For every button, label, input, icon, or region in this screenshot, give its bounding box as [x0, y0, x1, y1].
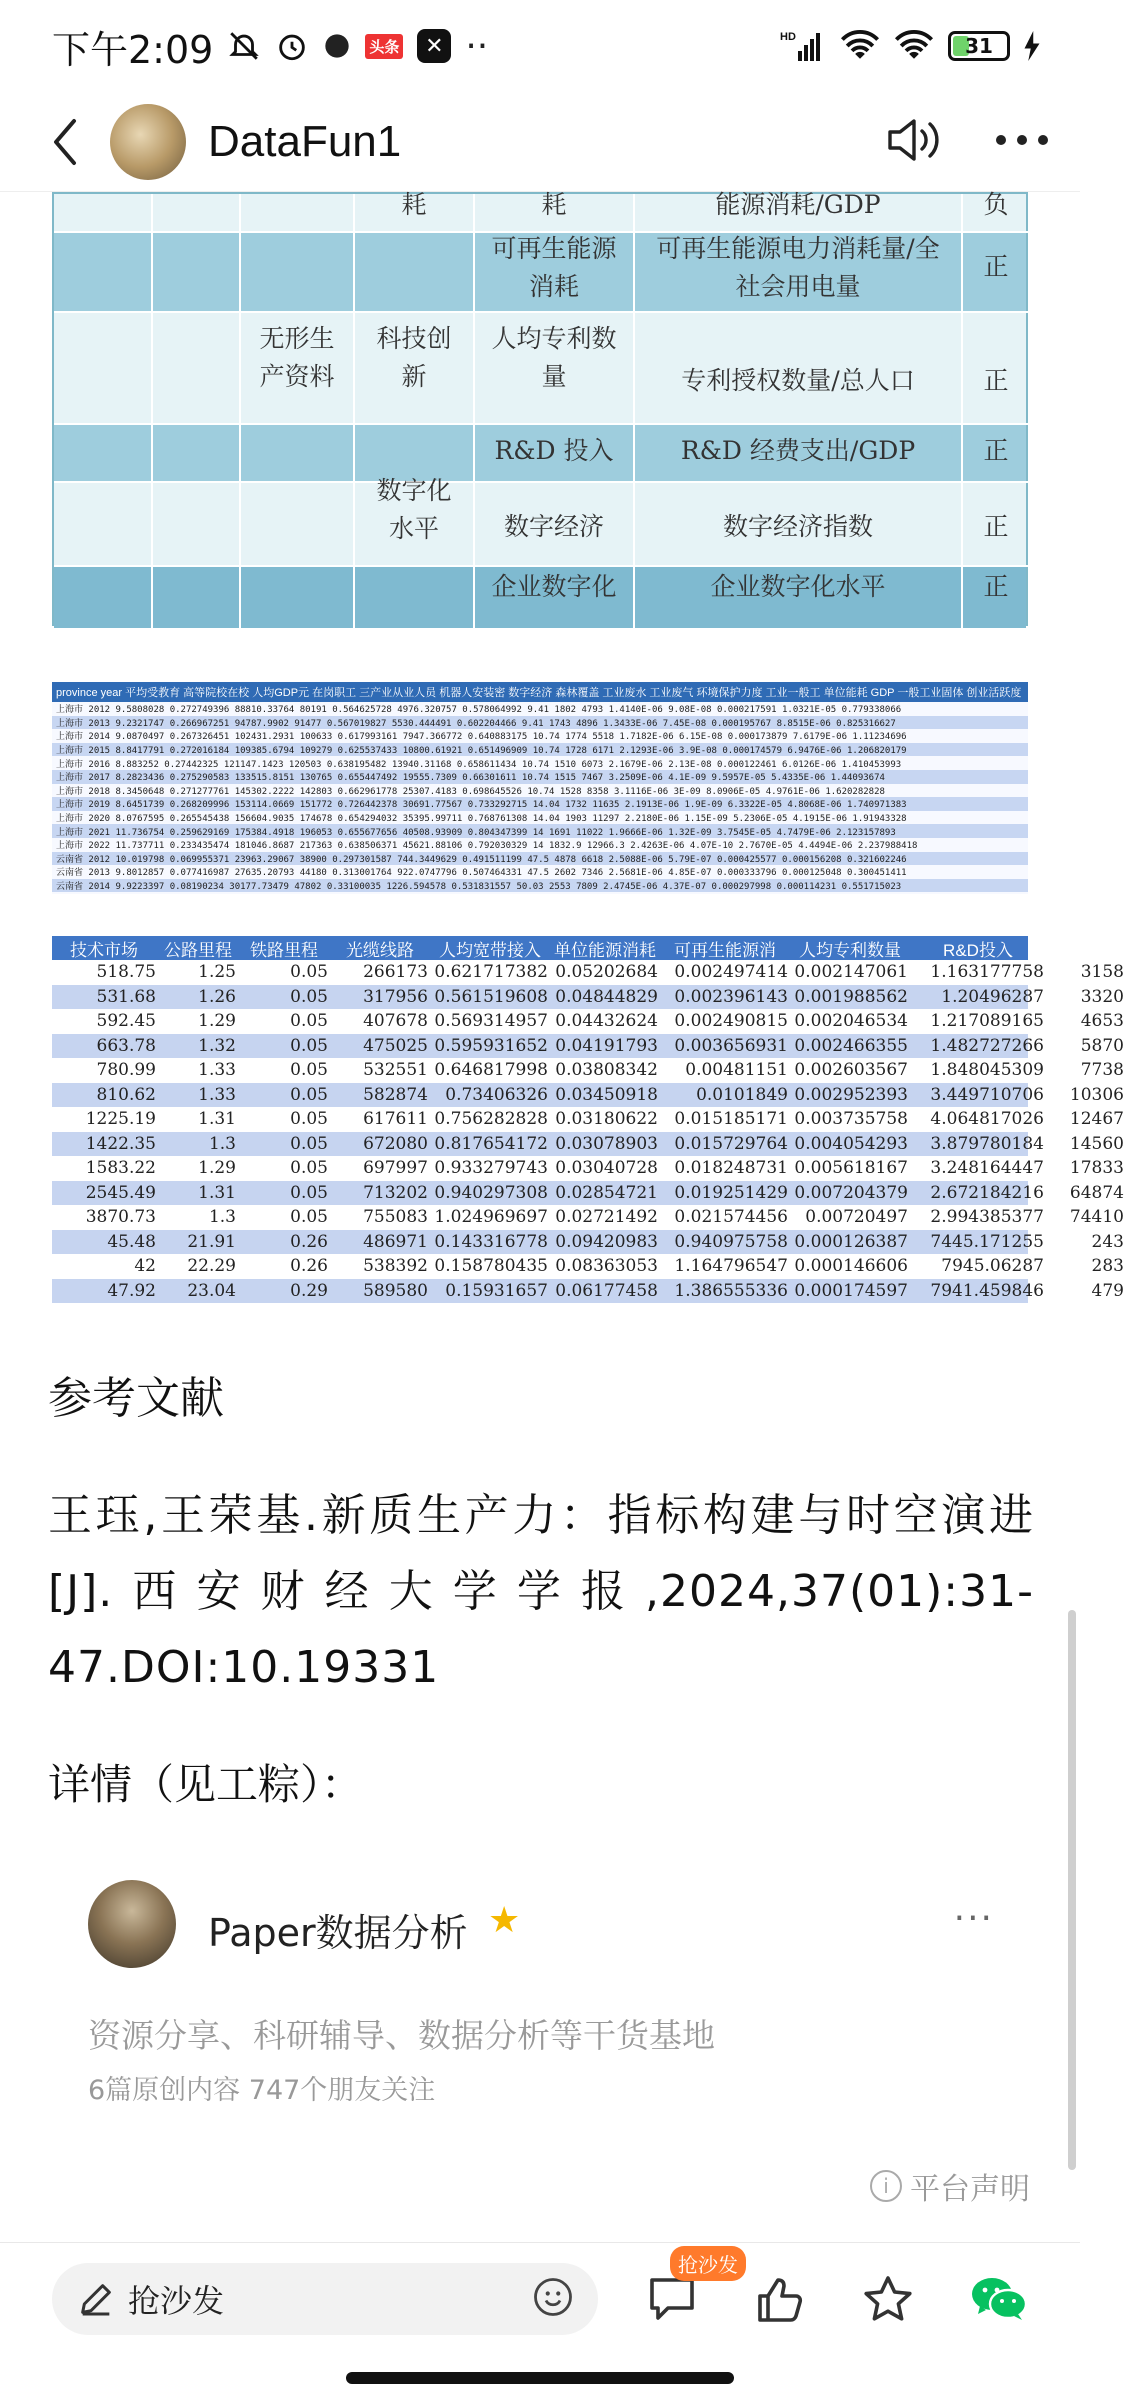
status-more: ··: [465, 25, 489, 67]
pt-cell: 正: [983, 366, 1009, 395]
star-badge-icon: ★: [488, 1900, 521, 1941]
pt-cell: 数字经济: [503, 512, 604, 541]
calc-cell: 0.05: [290, 962, 328, 983]
calc-cell: 1.3: [208, 1207, 236, 1228]
calc-cell: 0.004054293: [794, 1133, 908, 1154]
calc-cell: 1.33: [198, 1060, 236, 1081]
calc-cell: 810.62: [96, 1084, 156, 1105]
calc-cell: 0.73406326: [445, 1084, 548, 1105]
audio-button[interactable]: [886, 115, 944, 169]
raw-table-row: 上海市 2013 9.2321747 0.266967251 94787.9902 91477 0.567019827 5530.444491 0.602204466 9.41 1743 4896 1.3433E-06 7.45E-08 0.000195767 8.8515E-06 0.825316627: [52, 716, 1028, 730]
pt-cell: 企业数字化: [491, 572, 617, 601]
calc-table-row: [52, 1205, 1124, 1230]
bottom-action-bar: [0, 2242, 1080, 2354]
calc-cell: 3.248164447: [930, 1158, 1044, 1179]
calc-cell: 0.08363053: [555, 1256, 658, 1277]
calc-header-cell: 人均宽带接入: [439, 940, 541, 960]
calc-cell: 0.002490815: [674, 1011, 788, 1032]
calc-header-cell: 可再生能源消: [674, 940, 776, 960]
calc-cell: 0.04191793: [555, 1035, 658, 1056]
detail-text: 详情（见工粽）：: [48, 1760, 364, 1809]
pt-cell: 负: [983, 190, 1009, 219]
calc-cell: 243: [1091, 1231, 1124, 1252]
calc-cell: 1.33: [198, 1084, 236, 1105]
calc-cell: 0.015729764: [674, 1133, 788, 1154]
calc-cell: 672080: [363, 1133, 428, 1154]
svg-text:HD: HD: [780, 31, 796, 43]
calc-cell: 0.05: [290, 1035, 328, 1056]
calc-cell: 0.002497414: [674, 962, 788, 983]
calc-cell: 1.164796547: [674, 1256, 788, 1277]
platform-statement-link[interactable]: [870, 2164, 1030, 2208]
raw-table-row: 云南省 2012 10.019798 0.069955371 23963.29067 38900 0.297301587 744.3449629 0.491511199 47.5 4878 6618 2.5088E-06 5.79E-07 0.000425577 0.000156208 0.321602246: [52, 852, 1028, 866]
calculated-table-image: [52, 936, 1124, 1306]
calc-cell: 1.20496287: [941, 986, 1044, 1007]
capcut-icon: ✕: [417, 29, 451, 63]
scrollbar[interactable]: [1068, 1610, 1076, 2170]
calc-cell: 531.68: [96, 986, 156, 1007]
calc-cell: 0.018248731: [674, 1158, 788, 1179]
pt-cell: 专利授权数量/总人口: [681, 366, 915, 395]
status-bar: [0, 0, 1080, 92]
calc-header-cell: 技术市场: [70, 940, 138, 960]
raw-table-row: 上海市 2012 9.5808028 0.272749396 88810.33764 80191 0.564625728 4976.320757 0.578064992 9.41 1802 4793 1.4140E-06 9.08E-08 0.000217591 1.0321E-05 0.779338066: [56, 705, 902, 716]
calc-cell: 532551: [363, 1060, 428, 1081]
account-avatar[interactable]: [110, 104, 186, 180]
calc-cell: 14560: [1069, 1133, 1124, 1154]
calc-cell: 0.569314957: [434, 1011, 548, 1032]
raw-table-row: 上海市 2017 8.2823436 0.275290583 133515.8151 130765 0.655447492 19555.7309 0.66301611 10.74 1515 7467 3.2509E-06 4.1E-09 9.5957E-05 5.4335E-06 1.44093674: [52, 770, 1028, 784]
calc-cell: 0.000174597: [794, 1280, 908, 1301]
status-right: [780, 29, 1040, 63]
calc-table-row: [52, 1009, 1124, 1034]
raw-table-row: 上海市 2019 8.6451739 0.268209996 153114.0669 151772 0.726442378 30691.77567 0.733292715 14.04 1732 11635 2.1913E-06 1.9E-09 6.3322E-05 4.8068E-06 1.740971383: [52, 797, 1028, 811]
header-actions: [886, 115, 1050, 169]
comment-input[interactable]: [52, 2263, 598, 2335]
calc-cell: 0.00720497: [805, 1207, 908, 1228]
calc-table-row: [52, 1058, 1124, 1083]
calc-cell: 10306: [1069, 1084, 1124, 1105]
calc-cell: 1.25: [198, 962, 236, 983]
account-name[interactable]: Paper数据分析: [208, 1911, 468, 1955]
favorite-button[interactable]: [862, 2274, 914, 2324]
calc-header-cell: 单位能源消耗: [554, 940, 656, 960]
calc-cell: 0.015185171: [674, 1109, 788, 1130]
calc-cell: 0.05: [290, 1158, 328, 1179]
calc-cell: 0.29: [290, 1280, 328, 1301]
calc-table-body: [52, 960, 1124, 1303]
calc-cell: 7945.06287: [941, 1256, 1044, 1277]
calc-cell: 0.0101849: [696, 1084, 788, 1105]
calc-cell: 42: [134, 1256, 156, 1277]
calc-cell: 755083: [363, 1207, 428, 1228]
pt-cell: 数字化 水平: [376, 476, 452, 543]
calc-cell: 0.26: [290, 1256, 328, 1277]
status-time: 下午2:09: [52, 27, 214, 72]
calc-cell: 0.05202684: [555, 962, 658, 983]
pt-cell: 人均专利数 量: [491, 324, 617, 391]
pt-cell: 能源消耗/GDP: [715, 190, 881, 219]
calc-cell: 0.03808342: [555, 1060, 658, 1081]
pt-cell: R&D 经费支出/GDP: [680, 436, 916, 465]
calc-cell: 0.00481151: [685, 1060, 788, 1081]
calc-cell: 1.848045309: [930, 1060, 1044, 1081]
calc-header-cell: 铁路里程: [250, 940, 318, 960]
calc-cell: 1422.35: [85, 1133, 156, 1154]
emoji-icon: [532, 2276, 574, 2318]
calc-cell: 617611: [363, 1109, 428, 1130]
calc-cell: 0.000126387: [794, 1231, 908, 1252]
sofa-badge: 抢沙发: [670, 2246, 746, 2281]
calc-cell: 0.002466355: [794, 1035, 908, 1056]
calc-cell: 0.817654172: [434, 1133, 548, 1154]
calc-cell: 0.09420983: [555, 1231, 658, 1252]
calc-table-row: [52, 1083, 1124, 1108]
calc-table-row: [52, 1254, 1124, 1279]
battery-level: 31: [965, 34, 993, 58]
calc-cell: 3.879780184: [930, 1133, 1044, 1154]
calc-cell: 1.29: [198, 1011, 236, 1032]
platform-statement-label: 平台声明: [910, 2172, 1030, 2207]
raw-table-body: [52, 702, 1028, 892]
calc-cell: 0.003656931: [674, 1035, 788, 1056]
calc-cell: 0.02854721: [555, 1182, 658, 1203]
calc-cell: 0.005618167: [794, 1158, 908, 1179]
calc-cell: 7941.459846: [930, 1280, 1044, 1301]
battery-icon: [948, 31, 1010, 61]
status-left: [52, 19, 488, 74]
raw-table-row: 云南省 2013 9.8012857 0.077416987 27635.20793 44180 0.313001764 922.0747796 0.507464331 47.5 2602 7346 2.5681E-06 4.85E-07 0.000333796 0.000125048 0.300451411: [56, 868, 907, 879]
calc-cell: 0.05: [290, 986, 328, 1007]
raw-table-row: 上海市 2018 8.3450648 0.271277761 145302.2222 142803 0.662961778 25307.4183 0.698645526 10.74 1528 8358 3.1116E-06 3E-09 8.0906E-05 4.9761E-06 1.620282828: [56, 786, 885, 797]
indicator-table-image: [52, 192, 1028, 626]
calc-cell: 0.646817998: [434, 1060, 548, 1081]
back-icon: [50, 117, 80, 167]
calc-cell: 5870: [1080, 1035, 1124, 1056]
calc-cell: 0.621717382: [434, 962, 548, 983]
calc-cell: 74410: [1069, 1207, 1124, 1228]
calc-cell: 3.449710706: [930, 1084, 1044, 1105]
raw-table-header: province year 平均受教育 高等院校在校 人均GDP元 在岗职工 三产业从业人员 机器人安装密 数字经济 森林覆盖 工业废水 工业废气 环境保护力度 工业一般工 单位能耗 GDP 一般工业固体 创业活跃度: [52, 682, 1028, 702]
calc-table-row: [52, 1034, 1124, 1059]
calc-table-row: [52, 1156, 1124, 1181]
wechat-icon: [970, 2274, 1028, 2324]
calc-cell: 0.143316778: [434, 1231, 548, 1252]
pt-cell: 耗: [401, 190, 427, 219]
calc-cell: 1.26: [198, 986, 236, 1007]
raw-table-row: 上海市 2022 11.737711 0.233435474 181046.8687 217363 0.638506371 45621.88106 0.792030329 14 1832.9 12966.3 2.4263E-06 4.07E-10 2.7670E-05 4.4494E-06 2.237988418: [56, 841, 918, 852]
raw-data-table-image: [52, 682, 1028, 894]
pt-cell: 耗: [541, 190, 567, 219]
calc-cell: 589580: [363, 1280, 428, 1301]
references-heading: 参考文献: [48, 1373, 224, 1424]
calc-cell: 0.001988562: [794, 986, 908, 1007]
emoji-button[interactable]: [532, 2276, 574, 2322]
calc-cell: 780.99: [96, 1060, 156, 1081]
pt-cell: 企业数字化水平: [710, 572, 886, 601]
calc-cell: 0.002396143: [674, 986, 788, 1007]
more-icon: [994, 133, 1050, 147]
back-button[interactable]: [30, 102, 100, 182]
calc-cell: 1.32: [198, 1035, 236, 1056]
calc-table-row: [52, 985, 1124, 1010]
pt-cell: 无形生 产资料: [259, 324, 335, 391]
calc-cell: 475025: [363, 1035, 428, 1056]
card-more-button[interactable]: ···: [953, 1898, 994, 1939]
raw-table-row: 上海市 2020 8.0767595 0.265545438 156604.9035 174678 0.654294032 35395.99711 0.768761308 14.04 1903 11297 2.2180E-06 1.15E-09 5.2306E-05 4.1915E-06 1.91943328: [56, 814, 907, 825]
calc-table-row: [52, 1107, 1124, 1132]
calc-cell: 0.05: [290, 1084, 328, 1105]
calc-cell: 0.940297308: [434, 1182, 548, 1203]
home-indicator[interactable]: [346, 2372, 734, 2384]
calc-cell: 45.48: [107, 1231, 156, 1252]
calc-cell: 2.672184216: [930, 1182, 1044, 1203]
calc-cell: 0.940975758: [674, 1231, 788, 1252]
raw-table-row: 云南省 2014 9.9223397 0.08190234 30177.73479 47802 0.33100035 1226.594578 0.531831557 50.03 2553 7809 2.4745E-06 4.37E-07 0.000297998 0.000114231 0.551715023: [52, 879, 1028, 893]
calc-cell: 12467: [1069, 1109, 1124, 1130]
calc-cell: 1.31: [198, 1182, 236, 1203]
calc-cell: 1.163177758: [930, 962, 1044, 983]
comment-button[interactable]: [646, 2252, 738, 2324]
calc-header-cell: 公路里程: [164, 940, 232, 960]
calc-cell: 0.05: [290, 1133, 328, 1154]
calc-cell: 2545.49: [85, 1182, 156, 1203]
calc-cell: 0.03450918: [555, 1084, 658, 1105]
calc-cell: 0.15931657: [445, 1280, 548, 1301]
calc-cell: 0.019251429: [674, 1182, 788, 1203]
account-card-avatar[interactable]: [88, 1880, 176, 1968]
account-description: 资源分享、科研辅导、数据分析等干货基地: [88, 2016, 715, 2055]
action-icons: [646, 2252, 1028, 2324]
calc-cell: 592.45: [96, 1011, 156, 1032]
calc-cell: 0.007204379: [794, 1182, 908, 1203]
more-button[interactable]: [994, 132, 1050, 151]
calc-header-cell: 光缆线路: [346, 940, 414, 960]
calc-cell: 3158: [1080, 962, 1124, 983]
pen-icon: [76, 2279, 116, 2319]
calc-cell: 1.024969697: [434, 1207, 548, 1228]
calc-cell: 47.92: [107, 1280, 156, 1301]
calc-cell: 22.29: [187, 1256, 236, 1277]
calc-cell: 0.002147061: [794, 962, 908, 983]
calc-cell: 3320: [1080, 986, 1124, 1007]
calc-cell: 2.994385377: [930, 1207, 1044, 1228]
info-icon: i: [870, 2170, 902, 2202]
calc-cell: 486971: [363, 1231, 428, 1252]
calc-cell: 0.05: [290, 1109, 328, 1130]
raw-table-row: 上海市 2014 9.0870497 0.267326451 102431.2931 100633 0.617993161 7947.366772 0.640883175 10.74 1774 5518 1.7182E-06 6.15E-08 0.000173879 7.6179E-06 1.11234696: [56, 732, 907, 743]
calc-cell: 1.482727266: [930, 1035, 1044, 1056]
app-header: [0, 92, 1080, 192]
calc-header-cell: 企业数字: [1052, 940, 1120, 960]
pt-cell: 正: [983, 436, 1009, 465]
raw-table-row: 上海市 2015 8.8417791 0.272016184 109385.6794 109279 0.625537433 10800.61921 0.651496909 10.74 1728 6171 2.1293E-06 3.9E-08 0.000174579 6.9476E-06 1.206820179: [52, 743, 1028, 757]
calc-cell: 266173: [363, 962, 428, 983]
calc-cell: 0.595931652: [434, 1035, 548, 1056]
calc-cell: 0.03040728: [555, 1158, 658, 1179]
calc-cell: 0.03078903: [555, 1133, 658, 1154]
wifi-icon-2: [894, 30, 934, 62]
calc-table-row: [52, 1132, 1124, 1157]
calc-cell: 0.05: [290, 1011, 328, 1032]
calc-cell: 0.002603567: [794, 1060, 908, 1081]
calc-cell: 7445.171255: [930, 1231, 1044, 1252]
calc-cell: 0.03180622: [555, 1109, 658, 1130]
calc-table-row: [52, 960, 1124, 985]
calc-cell: 0.06177458: [555, 1280, 658, 1301]
like-icon: [754, 2274, 806, 2324]
calc-cell: 0.05: [290, 1060, 328, 1081]
calc-cell: 0.000146606: [794, 1256, 908, 1277]
pt-cell: 正: [983, 512, 1009, 541]
pt-cell: 正: [983, 572, 1009, 601]
calc-header-cell: 人均专利数量: [799, 940, 901, 960]
calc-cell: 0.002046534: [794, 1011, 908, 1032]
calc-cell: 0.04432624: [555, 1011, 658, 1032]
header-title[interactable]: DataFun1: [208, 116, 402, 166]
calc-cell: 0.158780435: [434, 1256, 548, 1277]
raw-table-row: 上海市 2016 8.883252 0.27442325 121147.1423 120503 0.638195482 13940.31168 0.658611434 10.74 1510 6073 2.1679E-06 2.13E-08 0.000122461 6.0126E-06 1.410453993: [56, 759, 902, 770]
calc-cell: 0.26: [290, 1231, 328, 1252]
calc-cell: 1.31: [198, 1109, 236, 1130]
pt-cell: 科技创 新: [376, 324, 452, 391]
speaker-icon: [886, 115, 944, 165]
calc-table-row: [52, 1181, 1124, 1206]
calc-cell: 0.561519608: [434, 986, 548, 1007]
calc-cell: 21.91: [187, 1231, 236, 1252]
pt-cell: 数字经济指数: [722, 512, 873, 541]
calc-cell: 697997: [363, 1158, 428, 1179]
calc-cell: 0.002952393: [794, 1084, 908, 1105]
calc-header-cell: R&D投入: [943, 940, 1013, 960]
calc-cell: 17833: [1069, 1158, 1124, 1179]
calc-cell: 0.05: [290, 1207, 328, 1228]
pt-cell: 正: [983, 252, 1009, 281]
calc-table-row: [52, 1279, 1124, 1304]
account-card[interactable]: [48, 1842, 1034, 2106]
calc-cell: 64874: [1069, 1182, 1124, 1203]
calc-cell: 0.933279743: [434, 1158, 548, 1179]
mute-bell-icon: [227, 29, 261, 63]
calc-cell: 1.386555336: [674, 1280, 788, 1301]
calc-cell: 7738: [1080, 1060, 1124, 1081]
calc-cell: 0.04844829: [555, 986, 658, 1007]
comment-placeholder: 抢沙发: [128, 2281, 225, 2320]
calc-cell: 3870.73: [85, 1207, 156, 1228]
charging-icon: [1024, 31, 1040, 61]
calc-cell: 0.003735758: [794, 1109, 908, 1130]
calc-cell: 713202: [363, 1182, 428, 1203]
alarm-icon: [275, 29, 309, 63]
calc-table-header: [52, 936, 1120, 960]
calc-cell: 1225.19: [85, 1109, 156, 1130]
hd-signal-icon: [780, 29, 826, 63]
calc-cell: 0.02721492: [555, 1207, 658, 1228]
wifi-icon: [840, 30, 880, 62]
calc-cell: 283: [1091, 1256, 1124, 1277]
calc-cell: 1.217089165: [930, 1011, 1044, 1032]
dark-circle-icon: [323, 32, 351, 60]
comment-icon: [646, 2274, 698, 2324]
calc-table-row: [52, 1230, 1124, 1255]
reference-text: 王珏,王荣基.新质生产力：指标构建与时空演进[J].西安财经大学学报,2024,37(01):31-47.DOI:10.19331: [48, 1490, 1034, 1693]
calc-cell: 317956: [363, 986, 428, 1007]
pt-cell: R&D 投入: [494, 436, 614, 465]
calc-cell: 407678: [363, 1011, 428, 1032]
calc-cell: 1.29: [198, 1158, 236, 1179]
pt-cell: 可再生能源电力消耗量/全 社会用电量: [656, 234, 940, 301]
toutiao-badge: 头条: [365, 34, 403, 59]
like-button[interactable]: [754, 2274, 806, 2324]
calc-cell: 0.756282828: [434, 1109, 548, 1130]
calc-cell: 1.3: [208, 1133, 236, 1154]
raw-table-row: 上海市 2021 11.736754 0.259629169 175384.4918 196053 0.655677656 40508.93909 0.804347399 14 1691 11022 1.9666E-06 1.32E-09 3.7545E-05 4.7479E-06 2.123157893: [52, 824, 1028, 838]
account-stats: 6篇原创内容 747个朋友关注: [88, 2075, 436, 2106]
star-icon: [862, 2274, 914, 2324]
wechat-share-button[interactable]: [970, 2274, 1028, 2324]
calc-cell: 4.064817026: [930, 1109, 1044, 1130]
calc-cell: 4653: [1080, 1011, 1124, 1032]
calc-cell: 582874: [363, 1084, 428, 1105]
calc-cell: 1583.22: [85, 1158, 156, 1179]
calc-cell: 538392: [363, 1256, 428, 1277]
calc-cell: 479: [1091, 1280, 1124, 1301]
calc-cell: 23.04: [187, 1280, 236, 1301]
pt-cell: 可再生能源 消耗: [491, 234, 617, 301]
calc-cell: 0.05: [290, 1182, 328, 1203]
calc-cell: 0.021574456: [674, 1207, 788, 1228]
calc-cell: 663.78: [96, 1035, 156, 1056]
calc-cell: 518.75: [96, 962, 156, 983]
